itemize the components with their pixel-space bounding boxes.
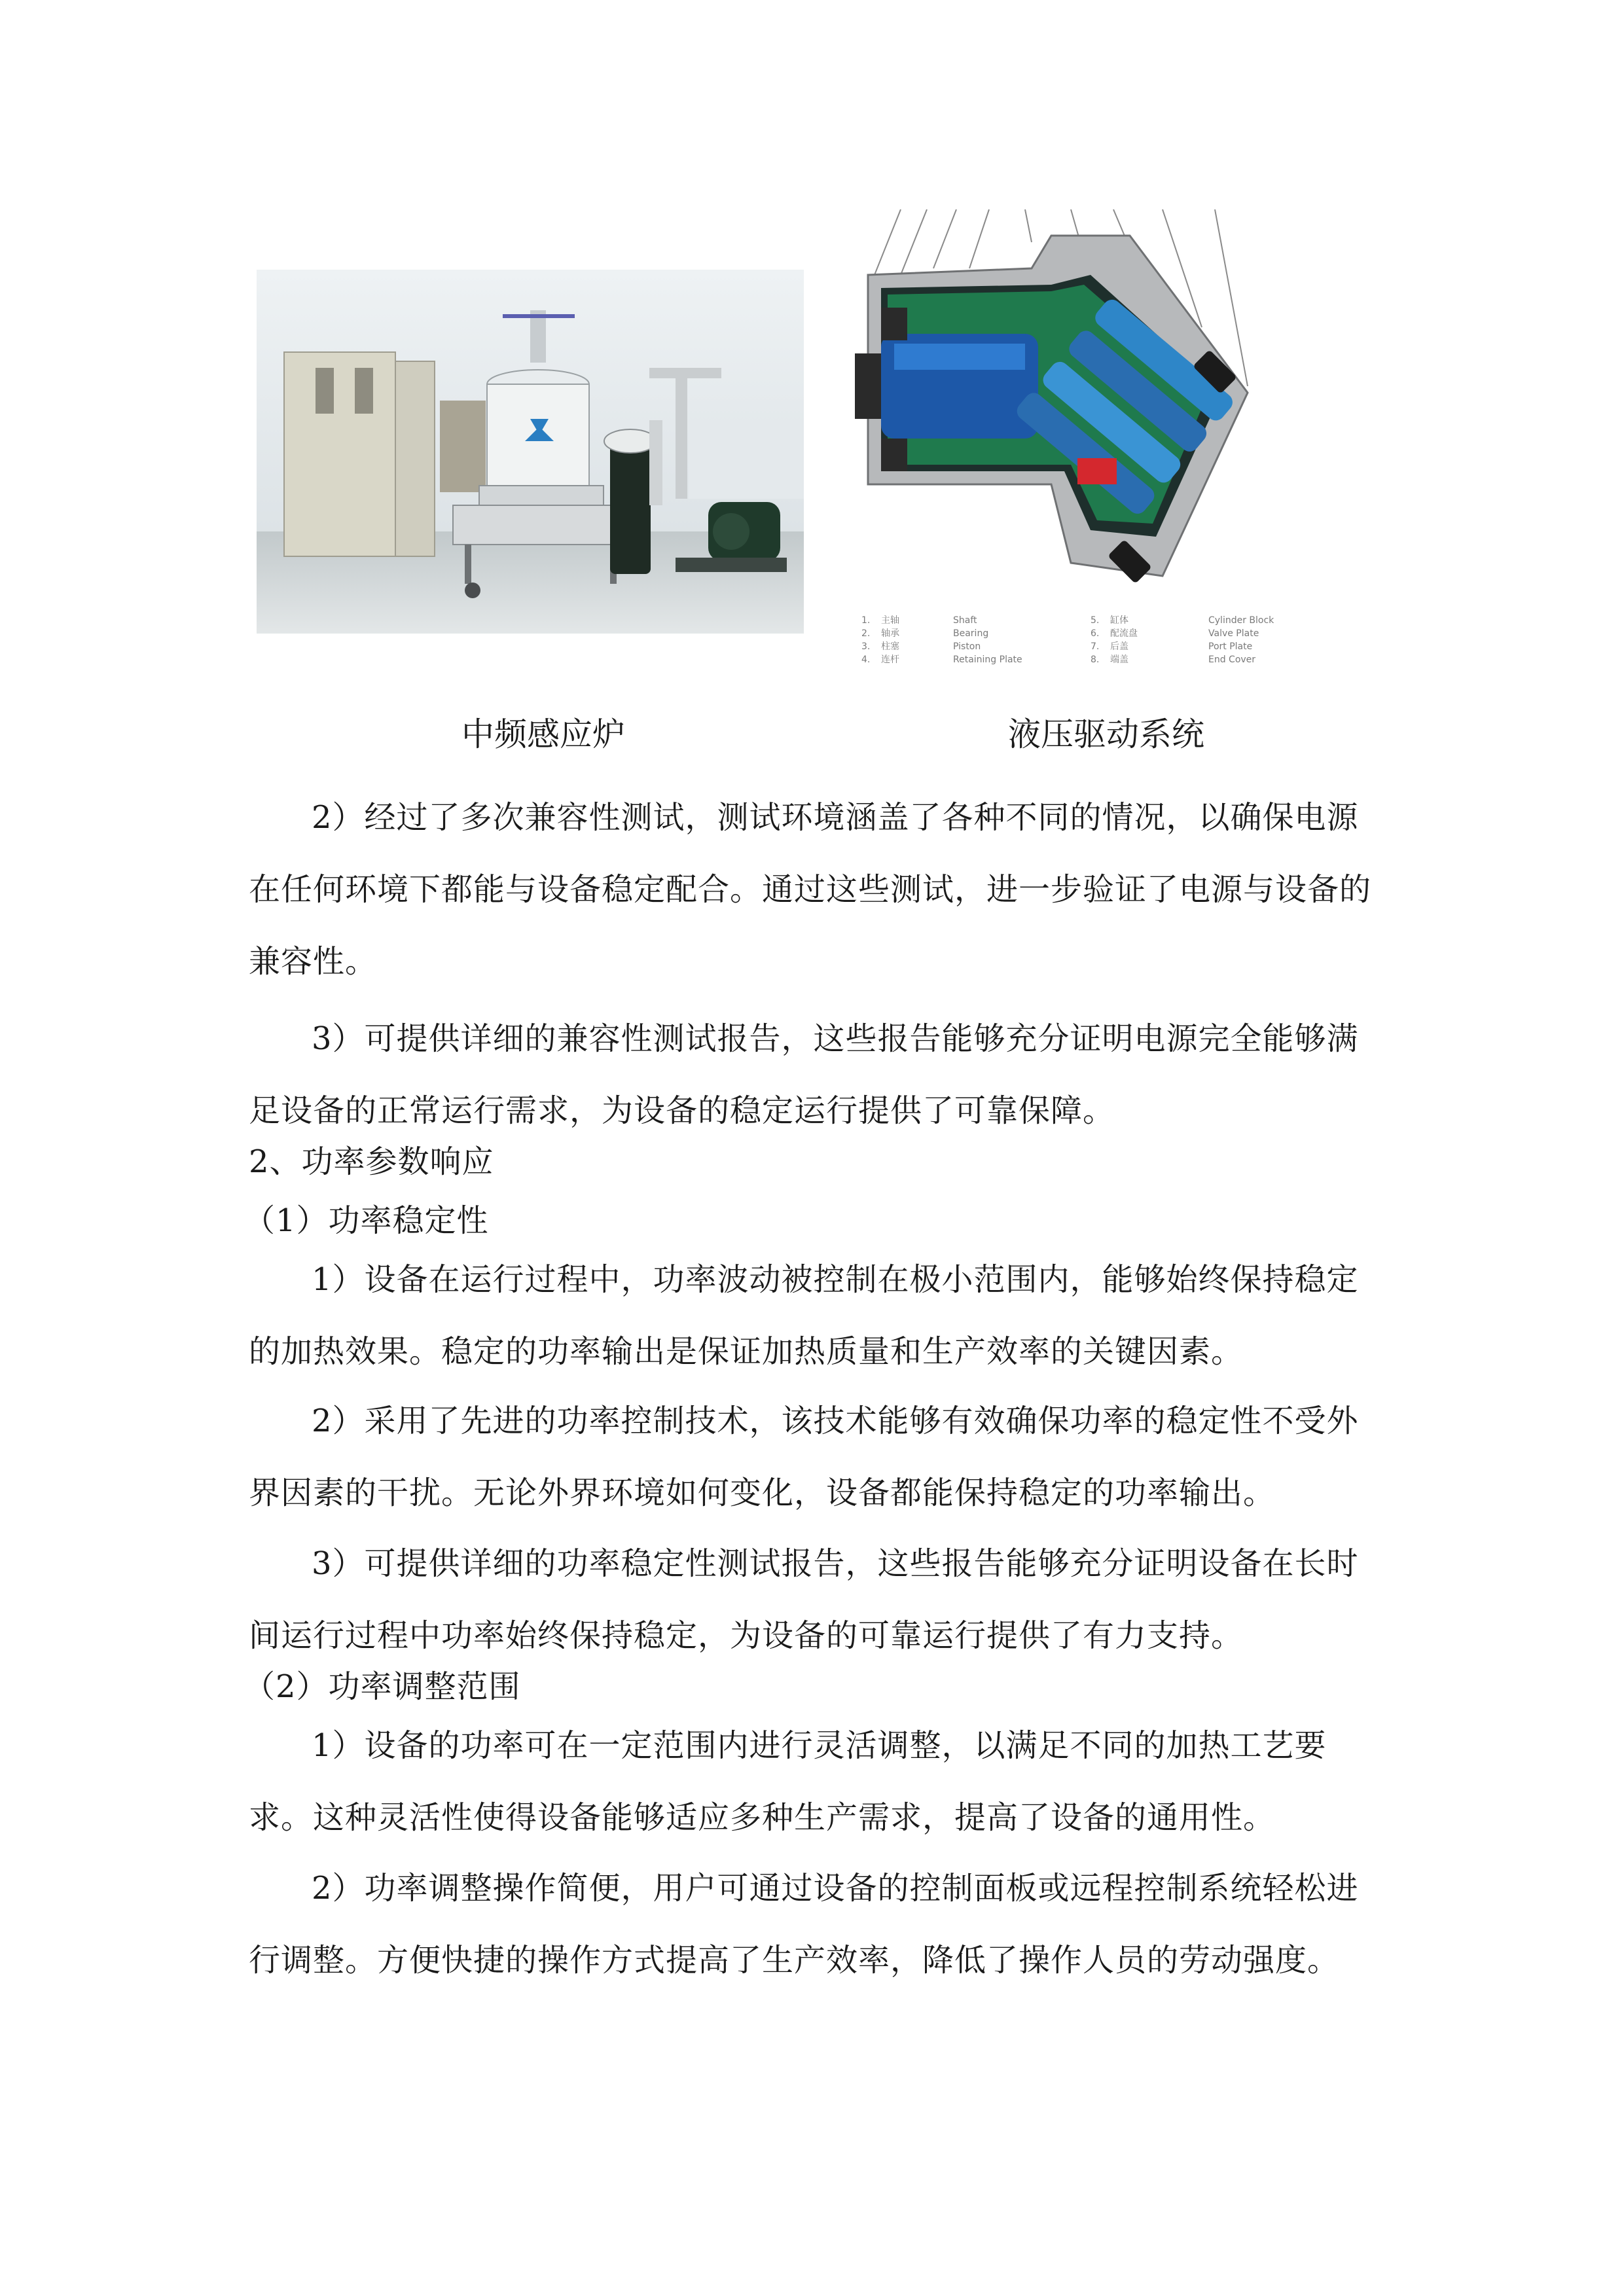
legend-entry: 1.: [861, 615, 871, 626]
legend-entry: 2.: [861, 628, 871, 639]
paragraph-adjust-1: 1）设备的功率可在一定范围内进行灵活调整，以满足不同的加热工艺要求。这种灵活性使得设备能够适应多种生产需求，提高了设备的通用性。: [249, 1727, 1327, 1836]
legend-entry: 5.: [1091, 615, 1100, 626]
legend-entry: 4.: [861, 655, 871, 665]
figure-caption-furnace: 中频感应炉: [461, 715, 625, 753]
hydraulic-drive-diagram: [855, 196, 1339, 694]
paragraph-stability-3: 3）可提供详细的功率稳定性测试报告，这些报告能够充分证明设备在长时间运行过程中功率始终保持稳定，为设备的可靠运行提供了有力支持。: [249, 1545, 1359, 1654]
legend-entry: 端盖: [1110, 655, 1128, 665]
legend-entry: 6.: [1091, 628, 1100, 639]
subsection-title-stability: （1）功率稳定性: [244, 1202, 489, 1239]
legend-entry: 8.: [1091, 655, 1100, 665]
section-title-power-response: 2、功率参数响应: [249, 1143, 494, 1180]
legend-entry: Shaft: [953, 615, 977, 626]
figure-caption-hydraulic: 液压驱动系统: [1008, 715, 1204, 753]
legend-entry: Cylinder Block: [1208, 615, 1274, 626]
legend-entry: 7.: [1091, 641, 1100, 652]
induction-furnace-photo: [257, 270, 804, 634]
subsection-title-adjust-range: （2）功率调整范围: [244, 1668, 521, 1705]
legend-entry: 缸体: [1110, 615, 1128, 626]
legend-entry: Valve Plate: [1208, 628, 1259, 639]
legend-entry: End Cover: [1208, 655, 1256, 665]
paragraph-compat-2: 2）经过了多次兼容性测试，测试环境涵盖了各种不同的情况，以确保电源在任何环境下都能与设备稳定配合。通过这些测试，进一步验证了电源与设备的兼容性。: [249, 799, 1372, 980]
legend-entry: 轴承: [881, 628, 899, 639]
paragraph-compat-3: 3）可提供详细的兼容性测试报告，这些报告能够充分证明电源完全能够满足设备的正常运行需求，为设备的稳定运行提供了可靠保障。: [249, 1020, 1359, 1129]
paragraph-stability-2: 2）采用了先进的功率控制技术，该技术能够有效确保功率的稳定性不受外界因素的干扰。无论外界环境如何变化，设备都能保持稳定的功率输出。: [249, 1403, 1359, 1511]
legend-entry: Port Plate: [1208, 641, 1253, 652]
legend-entry: 柱塞: [881, 641, 899, 652]
legend-entry: Piston: [953, 641, 981, 652]
legend-entry: Bearing: [953, 628, 989, 639]
legend-entry: 3.: [861, 641, 871, 652]
legend-entry: 后盖: [1110, 641, 1128, 652]
paragraph-adjust-2: 2）功率调整操作简便，用户可通过设备的控制面板或远程控制系统轻松进行调整。方便快捷的操作方式提高了生产效率，降低了操作人员的劳动强度。: [249, 1870, 1359, 1979]
paragraph-stability-1: 1）设备在运行过程中，功率波动被控制在极小范围内，能够始终保持稳定的加热效果。稳定的功率输出是保证加热质量和生产效率的关键因素。: [249, 1261, 1359, 1370]
legend-entry: 连杆: [881, 655, 899, 665]
legend-entry: Retaining Plate: [953, 655, 1022, 665]
legend-entry: 配流盘: [1110, 628, 1138, 639]
legend-entry: 主轴: [881, 615, 899, 626]
